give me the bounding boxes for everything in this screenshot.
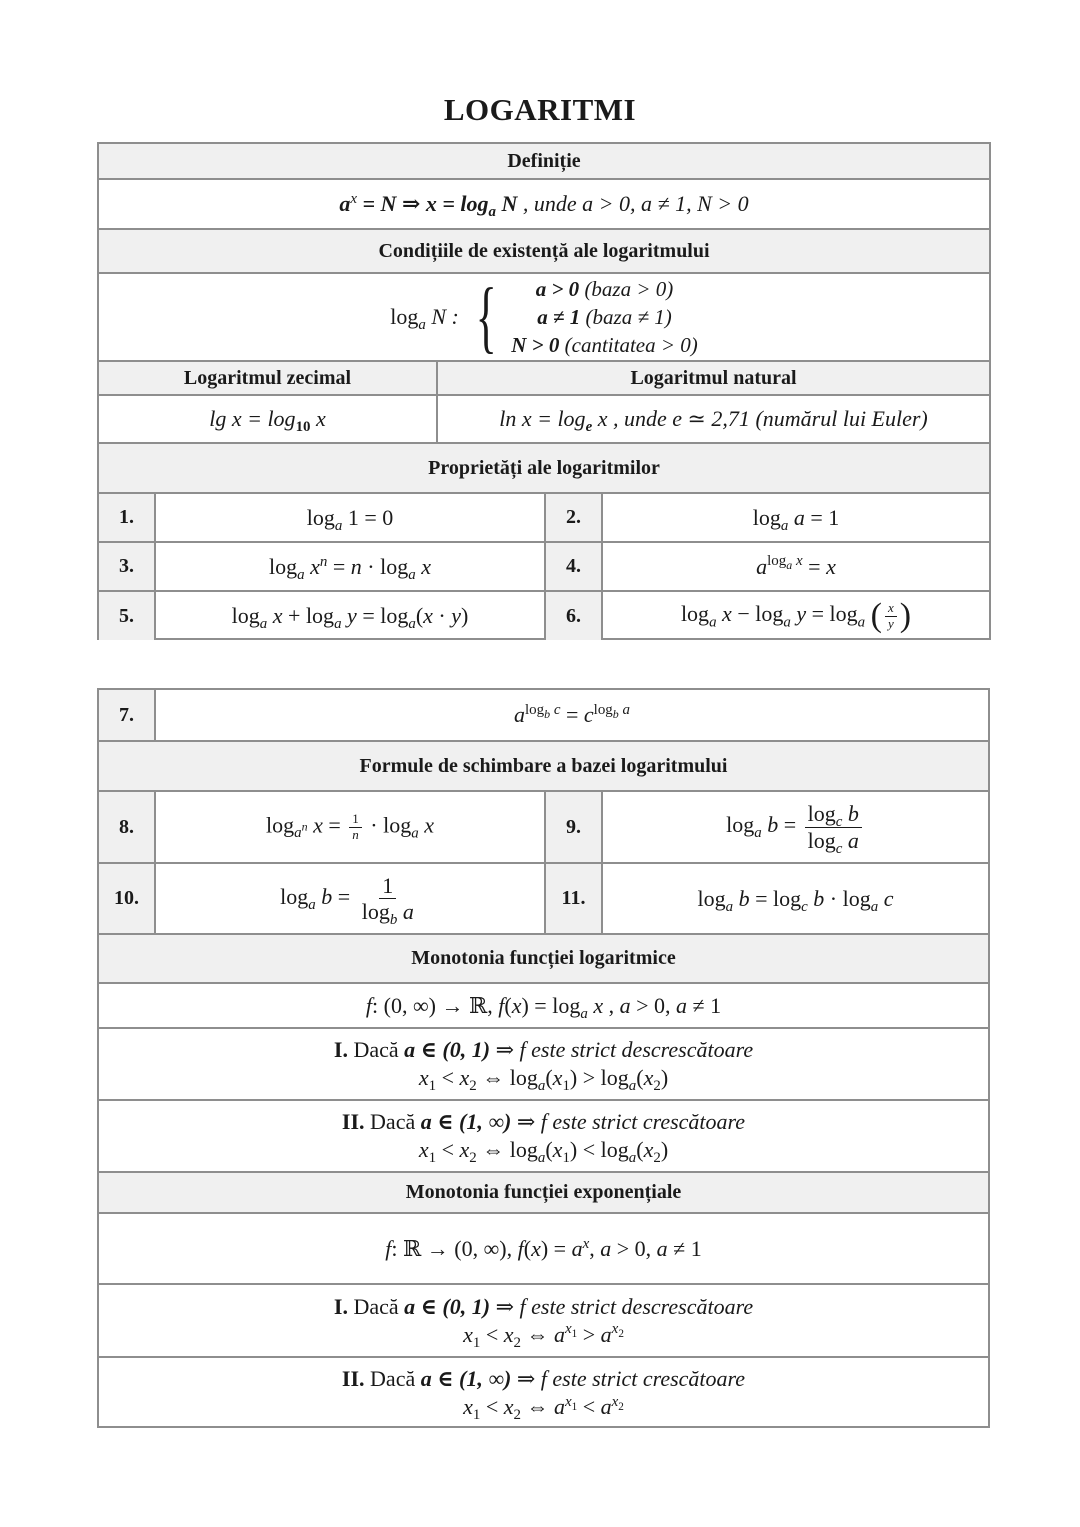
- condition-line: a > 0 (baza > 0): [535, 277, 674, 301]
- exp-case-decreasing-row: [99, 1285, 988, 1358]
- log-case-decreasing: I. Dacă a ∈ (0, 1) ⇒ f este strict descrescătoare $x_1 < x_2$ ⇔ $\log_a(x_1) > \log_a(x_2)$: [333, 1037, 754, 1095]
- property-formula: $\log_{a^n} x$ = $\frac{1}{n}$ · $\log_a x$: [156, 792, 546, 862]
- property-number: 6.: [546, 592, 603, 640]
- exp-case-increasing: II. Dacă a ∈ (1, ∞) ⇒ f este strict crescătoare $x_1 < x_2$ ⇔ $a^{x_1} < a^{x_2}$: [341, 1366, 746, 1424]
- change-base-header-row: [99, 742, 988, 792]
- property-formula: $\log_a x - \log_a y = \log_a$ ( $\frac{x}{y}$ ): [680, 597, 912, 634]
- exp-monotony-header: Monotonia funcției exponențiale: [405, 1181, 682, 1203]
- log-case-increasing-row: [99, 1101, 988, 1173]
- property-number: 10.: [99, 864, 156, 933]
- conditions-header: Condițiile de existență ale logaritmului: [378, 239, 710, 262]
- property-formula: $\log_a x^n = n \cdot \log_a x$: [156, 543, 546, 590]
- conditions-header-row: [99, 230, 989, 274]
- property-formula: $a^{log_b c} = c^{log_b a}$: [514, 701, 630, 727]
- natural-log-formula: $\ln x = \log_e x$ , unde e ≃ 2,71 (numărul lui Euler): [499, 406, 928, 436]
- log-function-definition: f: (0, ∞) → ℝ, $f(x) = \log_a x$ , a > 0, a ≠ 1: [365, 992, 722, 1022]
- property-formula: $\log_a b = \log_c b \cdot \log_a c$: [697, 885, 894, 915]
- property-row: [99, 543, 989, 592]
- change-base-row: [99, 864, 988, 935]
- properties-header: Proprietăți ale logaritmilor: [428, 456, 660, 479]
- log-monotony-header: Monotonia funcției logaritmice: [411, 947, 676, 969]
- conditions-body: [99, 274, 989, 360]
- condition-line: N > 0 (cantitatea > 0): [511, 333, 698, 357]
- property-number: 7.: [99, 690, 156, 740]
- property-row: [99, 592, 989, 640]
- property-formula: $\log_a 1 = 0$: [156, 494, 546, 541]
- definition-formula: $a^x = N$ ⇒ $x = \log_a N$ , unde a > 0, a ≠ 1, N > 0: [339, 190, 749, 221]
- log-case-decreasing-row: [99, 1029, 988, 1101]
- definition-header: Definiție: [507, 149, 581, 172]
- decimal-log-header: Logaritmul zecimal: [99, 362, 438, 394]
- definition-header-row: [99, 144, 989, 180]
- property-number: 3.: [99, 543, 156, 590]
- conditions-row: [99, 274, 989, 362]
- conditions-lhs: $\log_a N$ :: [390, 304, 459, 334]
- property-formula: $\log_a x + \log_a y = \log_a(x \cdot y)$: [156, 592, 546, 640]
- property-number: 5.: [99, 592, 156, 640]
- property-formula: $\log_a b$ = $\frac{1}{\log_b a}$: [156, 864, 546, 933]
- properties-header-row: [99, 444, 989, 494]
- change-base-header: Formule de schimbare a bazei logaritmului: [359, 754, 728, 777]
- page-title: LOGARITMI: [443, 92, 637, 127]
- decimal-log-formula: $\lg x = \log_{10} x$: [99, 396, 438, 442]
- property-formula: $a^{log_a x} = x$: [756, 553, 836, 579]
- property-row: [99, 494, 989, 543]
- logarithm-basics-table: [97, 142, 991, 640]
- condition-line: a ≠ 1 (baza ≠ 1): [537, 305, 672, 329]
- exp-function-definition-row: [99, 1214, 988, 1285]
- log-function-definition-row: [99, 984, 988, 1029]
- conditions-list: [511, 275, 698, 359]
- log-types-header-row: [99, 362, 989, 396]
- property-number: 2.: [546, 494, 603, 541]
- property-number: 8.: [99, 792, 156, 862]
- log-case-increasing: II. Dacă a ∈ (1, ∞) ⇒ f este strict crescătoare $x_1 < x_2$ ⇔ $\log_a(x_1) < \log_a(x_2)$: [341, 1109, 746, 1167]
- property-number: 11.: [546, 864, 603, 933]
- exp-monotony-header-row: [99, 1173, 988, 1214]
- property-number: 1.: [99, 494, 156, 541]
- property-row-7: [99, 690, 988, 742]
- exp-case-increasing-row: [99, 1358, 988, 1428]
- change-base-row: [99, 792, 988, 864]
- log-types-row: [99, 396, 989, 444]
- definition-formula-row: [99, 180, 989, 230]
- log-monotony-header-row: [99, 935, 988, 984]
- exp-function-definition: f: ℝ → (0, ∞), $f(x) = a^x$, a > 0, a ≠ 1: [385, 1235, 702, 1261]
- logarithm-formulas-table: [97, 688, 990, 1428]
- natural-log-header: Logaritmul natural: [630, 366, 797, 389]
- property-formula: $\log_a b$ = $\frac{\log_c b}{\log_c a}$: [603, 792, 988, 862]
- property-number: 9.: [546, 792, 603, 862]
- left-brace-icon: {: [475, 273, 497, 361]
- exp-case-decreasing: I. Dacă a ∈ (0, 1) ⇒ f este strict descrescătoare $x_1 < x_2$ ⇔ $a^{x_1} > a^{x_2}$: [333, 1293, 754, 1351]
- property-formula: $\log_a a = 1$: [752, 504, 840, 534]
- property-number: 4.: [546, 543, 603, 590]
